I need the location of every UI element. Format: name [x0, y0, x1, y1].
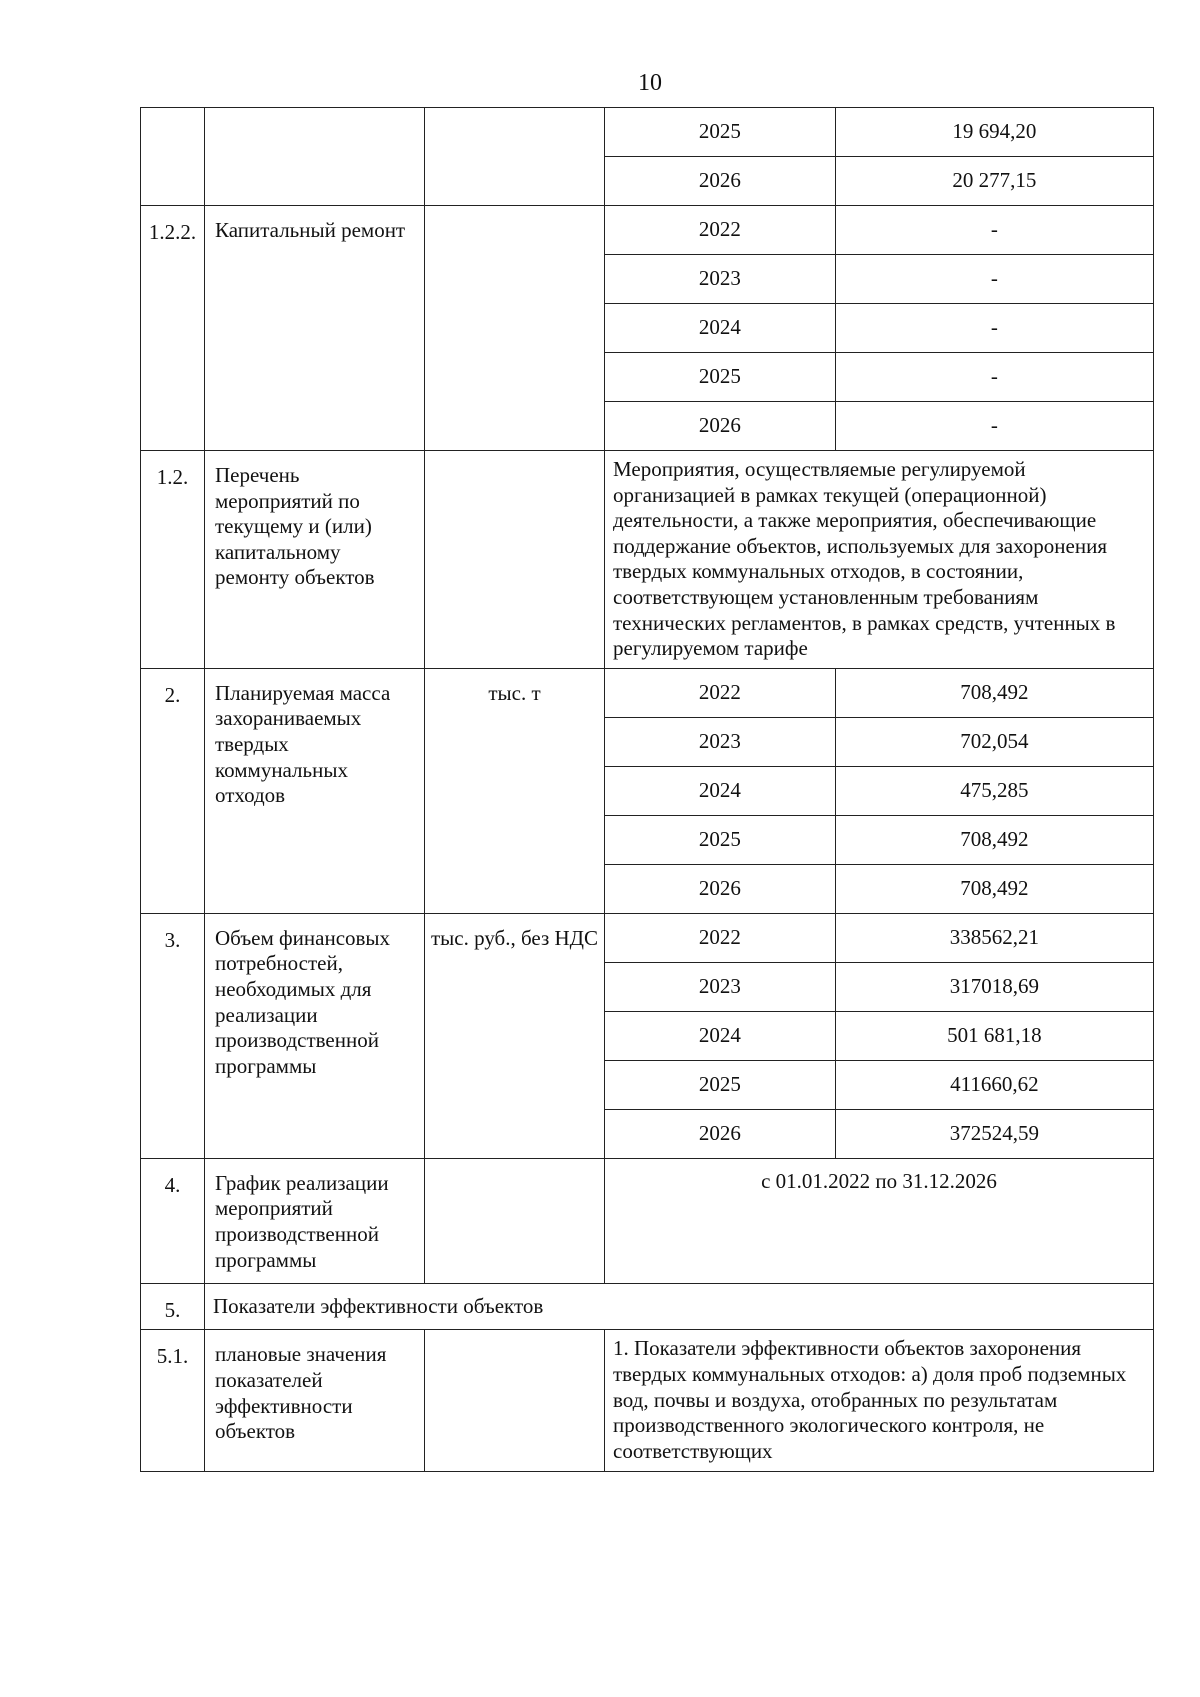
row-name: Капитальный ремонт	[205, 206, 425, 451]
year-value-table	[605, 108, 1153, 205]
value-cell: 475,285	[835, 766, 1153, 815]
year-cell: 2025	[605, 815, 835, 864]
table-row-5-1	[141, 1330, 1154, 1471]
year-row	[605, 962, 1153, 1011]
row-number: 3.	[141, 913, 205, 1158]
row-number: 4.	[141, 1158, 205, 1283]
year-row	[605, 864, 1153, 913]
year-cell: 2026	[605, 1109, 835, 1158]
value-cell: -	[835, 255, 1153, 304]
value-cell: -	[835, 304, 1153, 353]
table-row-4	[141, 1158, 1154, 1283]
row-description: Мероприятия, осуществляемые регулируемой организацией в рамках текущей (операционной) деятельности, а также мероприятия, обеспечивающие поддержание объектов, используемых для захоронения твердых коммунальных отходов, в состоянии, соответствующем установленным требованиям технических регламентов, в рамках средств, учтенных в регулируемом тарифе	[605, 451, 1154, 669]
value-cell: 20 277,15	[952, 168, 1037, 193]
year-row	[605, 717, 1153, 766]
cell-years	[605, 668, 1154, 913]
row-name: Планируемая масса захораниваемых твердых коммунальных отходов	[205, 668, 425, 913]
year-row	[605, 255, 1153, 304]
row-number: 2.	[141, 668, 205, 913]
value-cell: 372524,59	[949, 1121, 1039, 1146]
value-cell: -	[835, 353, 1153, 402]
year-cell: 2025	[605, 1060, 835, 1109]
value-cell: 501 681,18	[835, 1011, 1153, 1060]
table-row-continuation	[141, 108, 1154, 206]
year-row	[605, 353, 1153, 402]
cell-unit-empty	[425, 108, 605, 206]
year-row	[605, 1109, 1153, 1158]
row-number: 1.2.	[141, 451, 205, 669]
year-cell: 2024	[605, 766, 835, 815]
value-cell: 708,492	[835, 669, 1153, 718]
year-cell: 2025	[605, 353, 835, 402]
year-cell: 2022	[605, 914, 835, 963]
cell-unit-empty	[425, 1330, 605, 1471]
row-name: Объем финансовых потребностей, необходимых для реализации производственной программы	[205, 913, 425, 1158]
cell-unit-empty	[425, 206, 605, 451]
value-cell: 338562,21	[835, 914, 1153, 963]
value-cell: 19 694,20	[835, 108, 1153, 157]
row-description: 1. Показатели эффективности объектов захоронения твердых коммунальных отходов: а) доля проб подземных вод, почвы и воздуха, отобранных по результатам производственного экологического контроля, не соответствующих	[605, 1330, 1154, 1471]
cell-years	[605, 913, 1154, 1158]
year-row	[605, 1011, 1153, 1060]
production-program-table	[140, 107, 1154, 1472]
year-row	[605, 206, 1153, 255]
cell-num-empty	[141, 108, 205, 206]
cell-name-empty	[205, 108, 425, 206]
value-cell: -	[990, 413, 998, 438]
year-value-table	[605, 914, 1153, 1158]
year-row	[605, 669, 1153, 718]
value-cell: 702,054	[835, 717, 1153, 766]
table-row-1-2	[141, 451, 1154, 669]
row-number: 5.	[141, 1283, 205, 1330]
year-row	[605, 157, 1153, 206]
year-cell: 2022	[605, 206, 835, 255]
value-cell: -	[835, 206, 1153, 255]
year-row	[605, 1060, 1153, 1109]
row-unit: тыс. т	[425, 668, 605, 913]
year-value-table	[605, 669, 1153, 913]
value-cell: 708,492	[835, 815, 1153, 864]
year-cell: 2025	[605, 108, 835, 157]
year-cell: 2023	[605, 717, 835, 766]
cell-unit-empty	[425, 451, 605, 669]
year-row	[605, 914, 1153, 963]
value-cell: 708,492	[960, 876, 1029, 901]
row-unit: тыс. руб., без НДС	[425, 913, 605, 1158]
row-section-title: Показатели эффективности объектов	[205, 1283, 1154, 1330]
table-row-2	[141, 668, 1154, 913]
value-cell: 411660,62	[835, 1060, 1153, 1109]
year-row	[605, 766, 1153, 815]
cell-years	[605, 108, 1154, 206]
row-name: График реализации мероприятий производственной программы	[205, 1158, 425, 1283]
table-row-5	[141, 1283, 1154, 1330]
value-cell: 317018,69	[835, 962, 1153, 1011]
page-number: 10	[638, 70, 662, 96]
year-cell: 2026	[605, 864, 835, 913]
table-row-3	[141, 913, 1154, 1158]
row-name: плановые значения показателей эффективности объектов	[205, 1330, 425, 1471]
year-row	[605, 304, 1153, 353]
year-cell: 2022	[605, 669, 835, 718]
table-row-1-2-2	[141, 206, 1154, 451]
year-row	[605, 108, 1153, 157]
year-cell: 2026	[605, 157, 835, 206]
year-cell: 2026	[605, 402, 835, 451]
row-number: 5.1.	[141, 1330, 205, 1471]
year-row	[605, 815, 1153, 864]
year-row	[605, 402, 1153, 451]
cell-years	[605, 206, 1154, 451]
cell-unit-empty	[425, 1158, 605, 1283]
year-value-table	[605, 206, 1153, 450]
row-name: Перечень мероприятий по текущему и (или) капитальному ремонту объектов	[205, 451, 425, 669]
year-cell: 2024	[605, 304, 835, 353]
year-cell: 2023	[605, 255, 835, 304]
year-cell: 2023	[605, 962, 835, 1011]
row-schedule: с 01.01.2022 по 31.12.2026	[605, 1158, 1154, 1283]
row-number: 1.2.2.	[141, 206, 205, 451]
year-cell: 2024	[605, 1011, 835, 1060]
